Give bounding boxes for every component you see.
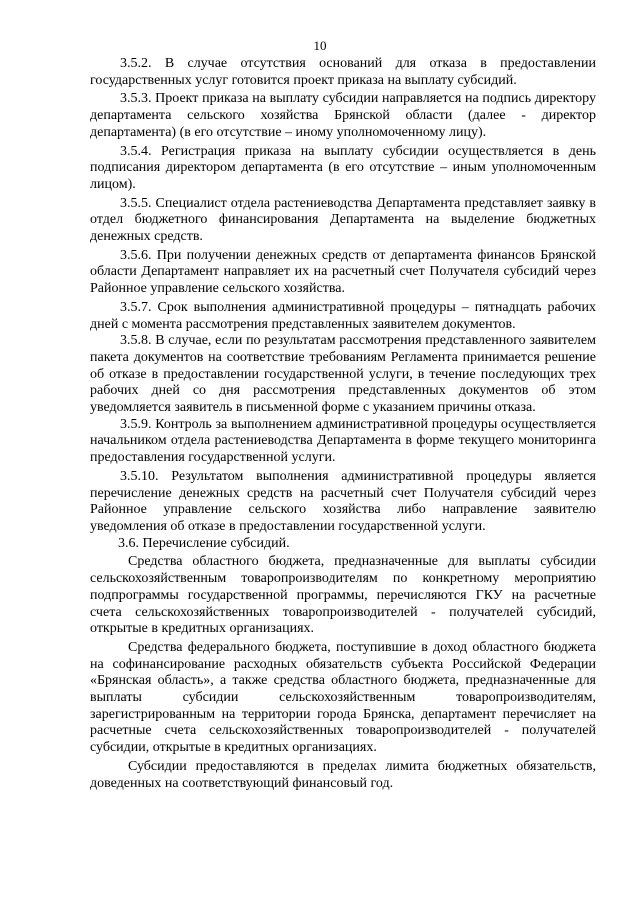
- paragraph-3-5-2: 3.5.2. В случае отсутствия оснований для отказа в предоставлении государственных услуг готовится проект приказа на выплату субсидий.: [90, 56, 596, 88]
- page-number: 10: [313, 38, 327, 53]
- paragraph-subsidy-limits: Субсидии предоставляются в пределах лимита бюджетных обязательств, доведенных на соответствующий финансовый год.: [90, 758, 596, 791]
- paragraph-3-5-10: 3.5.10. Результатом выполнения административной процедуры является перечисление денежных средств на расчетный счет Получателя субсидий через Районное управление сельского хозяйства либо направление заявителю уведомления об отказе в предоставлении государственной услуги.: [90, 468, 596, 534]
- paragraph-3-5-3: 3.5.3. Проект приказа на выплату субсидии направляется на подпись директору департамента сельского хозяйства Брянской области (далее - директор департамента) (в его отсутствие – иному уполномоченному лицу).: [90, 91, 596, 140]
- section-heading-3-6: 3.6. Перечисление субсидий.: [118, 535, 290, 551]
- paragraph-3-5-8: 3.5.8. В случае, если по результатам рассмотрения представленного заявителем пакета документов на соответствие требованиям Регламента принимается решение об отказе в предоставлении государственной услуги, в течение последующих трех рабочих дней со дня рассмотрения представленных документов об этом уведомляется заявитель в письменной форме с указанием причины отказа.: [90, 333, 596, 416]
- paragraph-federal-budget-funds: Средства федерального бюджета, поступившие в доход областного бюджета на софинансирование расходных обязательств субъекта Российской Федерации «Брянская область», а также средства областного бюджета, предназначенные для выплаты субсидии сельскохозяйственным товаропроизводителям, зарегистрированным на территории города Брянска, департамент перечисляет на расчетные счета сельскохозяйственных товаропроизводителей - получателей субсидии, открытые в кредитных организациях.: [90, 639, 596, 756]
- paragraph-3-5-6: 3.5.6. При получении денежных средств от департамента финансов Брянской области Департамент направляет их на расчетный счет Получателя субсидий через Районное управление сельского хозяйства.: [90, 247, 596, 297]
- paragraph-3-5-9: 3.5.9. Контроль за выполнением административной процедуры осуществляется начальником отдела растениеводства Департамента в форме текущего мониторинга предоставления государственной услуги.: [90, 416, 596, 466]
- document-body: [90, 56, 596, 792]
- paragraph-regional-budget-funds: Средства областного бюджета, предназначенные для выплаты субсидии сельскохозяйственным товаропроизводителям по конкретному мероприятию подпрограммы государственной программы, перечисляются ГКУ на расчетные счета сельскохозяйственных товаропроизводителей - получателей субсидий, открытые в кредитных организациях.: [90, 554, 596, 637]
- paragraph-3-5-4: 3.5.4. Регистрация приказа на выплату субсидии осуществляется в день подписания директором департамента (в его отсутствие – иным уполномоченным лицом).: [90, 143, 596, 192]
- paragraph-3-5-7: 3.5.7. Срок выполнения административной процедуры – пятнадцать рабочих дней с момента рассмотрения представленных заявителем документов.: [90, 299, 596, 332]
- paragraph-3-5-5: 3.5.5. Специалист отдела растениеводства Департамента представляет заявку в отдел бюджетного финансирования Департамента на выделение бюджетных денежных средств.: [90, 195, 596, 245]
